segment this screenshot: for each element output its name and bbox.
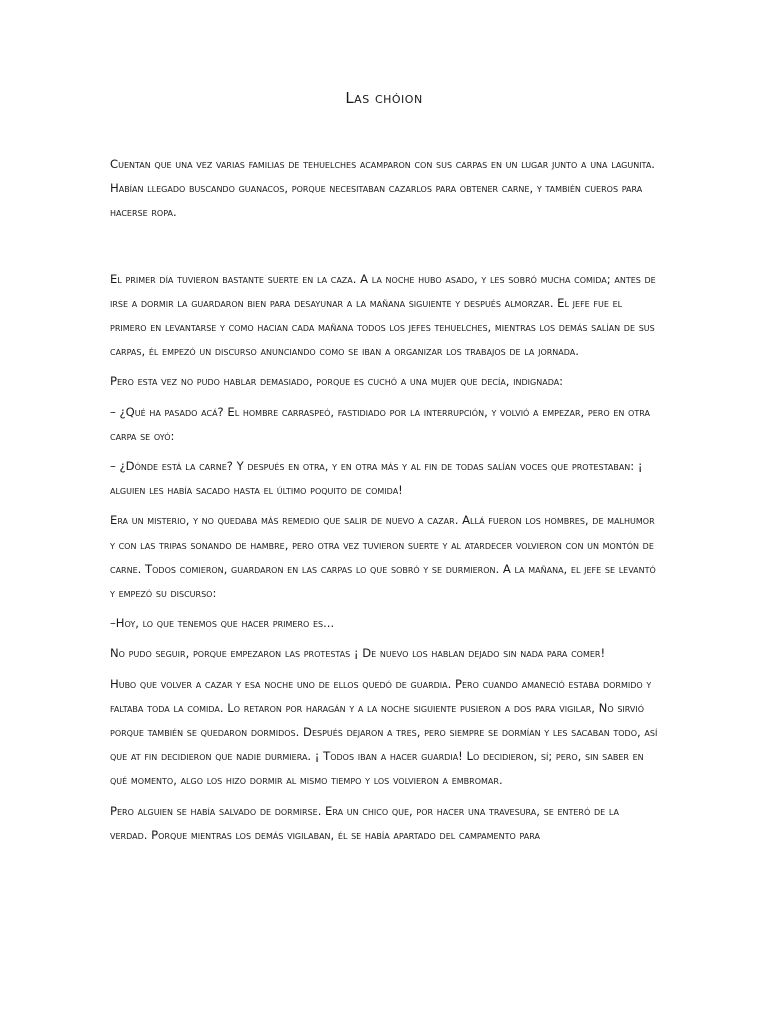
paragraph: Cuentan que una vez varias familias de tehuelches acamparon con sus carpas en un lugar junto a una lagunita. Habían llegado buscando guanacos, porque necesitaban cazarlos para obtener carne, y también cueros para hacerse ropa. bbox=[110, 157, 655, 220]
paragraph: – ¿Qué ha pasado acá? El hombre carraspeó, fastidiado por la interrupción, y volvió a empezar, pero en otra carpa se oyó: bbox=[110, 404, 650, 443]
paragraph: – ¿Dónde está la carne? Y después en otra, y en otra más y al fin de todas salían voces que protestaban: ¡ alguien les había sacado hasta el último poquito de comida! bbox=[110, 459, 643, 498]
paragraph: Pero alguien se había salvado de dormirse. Era un chico que, por hacer una travesura, se enteró de la verdad. Porque mientras los demás vigilaban, él se había apartado del campamento para bbox=[110, 803, 619, 842]
paragraph: –Hoy, lo que tenemos que hacer primero es... bbox=[110, 616, 335, 631]
story-body bbox=[110, 152, 658, 853]
paragraph: Hubo que volver a cazar y esa noche uno de ellos quedó de guardia. Pero cuando amaneció estaba dormido y faltaba toda la comida. Lo retaron por haragán y a la noche siguiente pusieron a dos para vigilar, No sirvió porque también se quedaron dormidos. Después dejaron a tres, pero siempre se dormían y les sacaban todo, así que at fin decidieron que nadie durmiera. ¡ Todos iban a hacer guardia! Lo decidieron, sí; pero, sin saber en qué momento, algo los hizo dormir al mismo tiempo y los volvieron a embromar. bbox=[110, 676, 658, 788]
paragraph: No pudo seguir, porque empezaron las protestas ¡ De nuevo los hablan dejado sin nada para comer! bbox=[110, 646, 606, 661]
page-title: Las chóion bbox=[345, 89, 423, 107]
paragraph: Pero esta vez no pudo hablar demasiado, porque es cuchó a una mujer que decía, indignada: bbox=[110, 374, 564, 389]
paragraph: Era un misterio, y no quedaba más remedio que salir de nuevo a cazar. Allá fueron los hombres, de malhumor y con las tripas sonando de hambre, pero otra vez tuvieron suerte y al atardecer volvieron con un montón de carne. Todos comieron, guardaron en las carpas lo que sobró y se durmieron. A la mañana, el jefe se levantó y empezó su discurso: bbox=[110, 513, 656, 601]
paragraph: El primer día tuvieron bastante suerte en la caza. A la noche hubo asado, y les sobró mucha comida; antes de irse a dormir la guardaron bien para desayunar a la mañana siguiente y después almorzar. El jefe fue el primero en levantarse y como hacian cada mañana todos los jefes tehuelches, mientras los demás salían de sus carpas, él empezó un discurso anunciando como se iban a organizar los trabajos de la jornada. bbox=[110, 271, 656, 359]
